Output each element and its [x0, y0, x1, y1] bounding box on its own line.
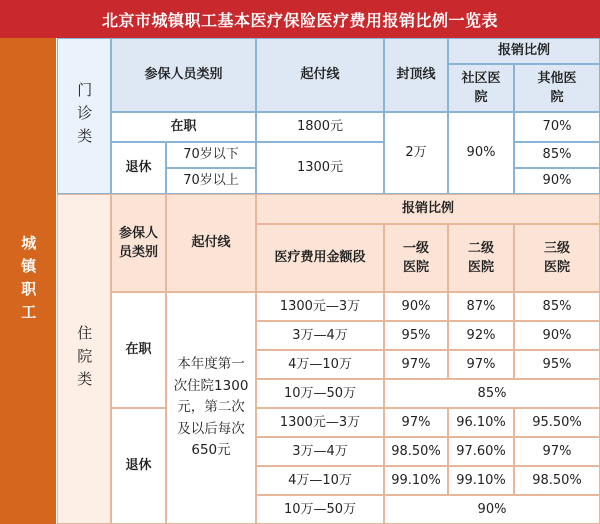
table-cell-level3: 85% — [514, 292, 600, 321]
table-cell-level3: 95% — [514, 350, 600, 379]
inpatient-header-amount: 医疗费用金额段 — [256, 224, 384, 292]
table-cell-level3: 97% — [514, 437, 600, 466]
table-row-range: 10万—50万 — [256, 379, 384, 408]
outpatient-section-label: 门诊类 — [57, 38, 111, 194]
table-cell-level1: 98.50% — [384, 437, 448, 466]
outpatient-under70-other: 85% — [514, 142, 600, 168]
table-cell-level1: 97% — [384, 408, 448, 437]
table-cell-level1: 90% — [384, 292, 448, 321]
outpatient-header-deductible: 起付线 — [256, 38, 384, 112]
table-row-range: 1300元—3万 — [256, 408, 384, 437]
outpatient-retired: 退休 — [111, 142, 166, 194]
inpatient-header-level1: 一级医院 — [384, 224, 448, 292]
table-cell-level3: 98.50% — [514, 466, 600, 495]
table-cell-level2: 97% — [448, 350, 514, 379]
outpatient-header-community: 社区医院 — [448, 64, 514, 112]
table-cell-level2: 97.60% — [448, 437, 514, 466]
table-row-range: 4万—10万 — [256, 350, 384, 379]
table-row-range: 3万—4万 — [256, 321, 384, 350]
table-cell-level3: 95.50% — [514, 408, 600, 437]
inpatient-header-category: 参保人员类别 — [111, 194, 166, 292]
inpatient-header-ratio: 报销比例 — [256, 194, 600, 224]
outpatient-over70-other: 90% — [514, 168, 600, 194]
table-cell-level2: 99.10% — [448, 466, 514, 495]
outpatient-community-value: 90% — [448, 112, 514, 194]
org-label: 城镇职工 — [0, 38, 57, 524]
table-row-range: 4万—10万 — [256, 466, 384, 495]
outpatient-retired-under70: 70岁以下 — [166, 142, 256, 168]
inpatient-header-level3: 三级医院 — [514, 224, 600, 292]
inpatient-section-label: 住院类 — [57, 194, 111, 524]
table-cell-level2: 92% — [448, 321, 514, 350]
outpatient-employed-deductible: 1800元 — [256, 112, 384, 142]
outpatient-header-category: 参保人员类别 — [111, 38, 256, 112]
reimbursement-table — [0, 38, 600, 524]
outpatient-header-cap: 封顶线 — [384, 38, 448, 112]
inpatient-employed: 在职 — [111, 292, 166, 408]
table-row-range: 10万—50万 — [256, 495, 384, 524]
table-cell-all-levels: 85% — [384, 379, 600, 408]
outpatient-retired-deductible: 1300元 — [256, 142, 384, 194]
inpatient-header-deductible: 起付线 — [166, 194, 256, 292]
inpatient-header-level2: 二级医院 — [448, 224, 514, 292]
inpatient-retired: 退休 — [111, 408, 166, 524]
outpatient-employed-other: 70% — [514, 112, 600, 142]
table-cell-level2: 87% — [448, 292, 514, 321]
table-cell-level1: 97% — [384, 350, 448, 379]
outpatient-employed: 在职 — [111, 112, 256, 142]
table-cell-level1: 95% — [384, 321, 448, 350]
table-cell-level2: 96.10% — [448, 408, 514, 437]
table-cell-level1: 99.10% — [384, 466, 448, 495]
table-row-range: 3万—4万 — [256, 437, 384, 466]
table-title: 北京市城镇职工基本医疗保险医疗费用报销比例一览表 — [0, 0, 600, 38]
outpatient-header-other: 其他医院 — [514, 64, 600, 112]
outpatient-cap-value: 2万 — [384, 112, 448, 194]
table-row-range: 1300元—3万 — [256, 292, 384, 321]
inpatient-deductible-note: 本年度第一次住院1300元，第二次及以后每次650元 — [166, 292, 256, 524]
outpatient-retired-over70: 70岁以上 — [166, 168, 256, 194]
table-cell-level3: 90% — [514, 321, 600, 350]
table-cell-all-levels: 90% — [384, 495, 600, 524]
outpatient-header-ratio: 报销比例 — [448, 38, 600, 64]
